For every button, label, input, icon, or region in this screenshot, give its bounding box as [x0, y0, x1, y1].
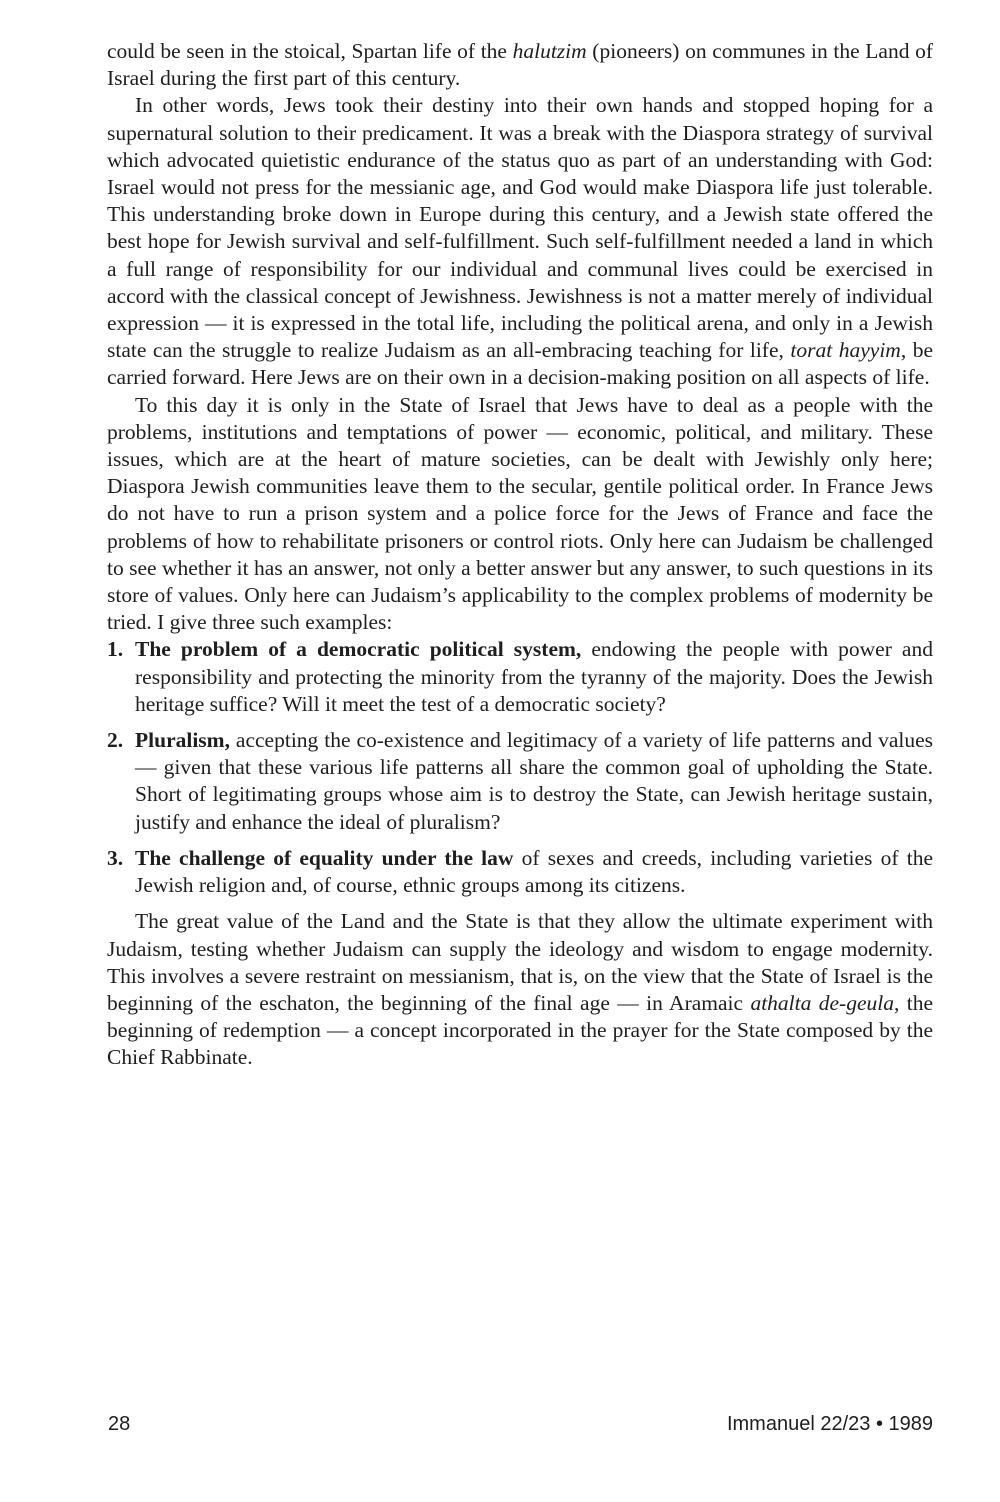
paragraph-text: To this day it is only in the State of Israel that Jews have to deal as a people with the problems, institutions and temptations of power — economic, political, and military. These issues, which are at the heart of mature societies, can be dealt with Jewishly only here; Diaspora Jewish communities leave them to the secular, gentile political order. In France Jews do not have to run a prison system and a police force for the Jews of France and face the problems of how to rehabilitate prisoners or control riots. Only here can Judaism be challenged to see whether it has an answer, not only a better answer but any answer, to such questions in its store of values. Only here can Judaism’s applicability to the complex problems of modernity be tried. I give three such examples:	[107, 392, 933, 635]
list-item-heading: The problem of a democratic political system,	[135, 637, 582, 662]
paragraph-text: , be carried forward. Here Jews are on their own in a decision-making position on all aspects of life.	[107, 338, 934, 390]
paragraph-text: could be seen in the stoical, Spartan life of the	[107, 39, 513, 63]
list-item-heading: Pluralism,	[135, 728, 230, 753]
list-item-heading: The challenge of equality under the law	[135, 845, 514, 870]
list-item-text: accepting the co-existence and legitimacy of a variety of life patterns and values — given that these various life patterns all share the common goal of upholding the State. Short of legitimating groups whose aim is to destroy the State, can Jewish heritage sustain, justify and enhance the ideal of pluralism?	[135, 728, 933, 834]
list-item-text: of sexes and creeds, including varieties of the Jewish religion and, of course, ethnic groups among its citizens.	[135, 845, 933, 898]
paragraph	[107, 92, 933, 391]
hebrew-term: halutzim	[512, 39, 587, 63]
paragraph-text: , the beginning of redemption — a concept incorporated in the prayer for the State composed by the Chief Rabbinate.	[107, 990, 933, 1070]
list-item-text: endowing the people with power and responsibility and protecting the minority from the tyranny of the majority. Does the Jewish heritage suffice? Will it meet the test of a democratic society?	[135, 637, 933, 716]
list-item	[107, 636, 933, 718]
paragraph	[107, 908, 933, 1071]
paragraph-text: In other words, Jews took their destiny into their own hands and stopped hoping for a supernatural solution to their predicament. It was a break with the Diaspora strategy of survival which advocated quietistic endurance of the status quo as part of an understanding with God: Israel would not press for the messianic age, and God would make Diaspora life just tolerable. This understanding broke down in Europe during this century, and a Jewish state offered the best hope for Jewish survival and self-fulfillment. Such self-fulfillment needed a land in which a full range of responsibility for our individual and communal lives could be exercised in accord with the classical concept of Jewishness. Jewishness is not a matter merely of individual expression — it is expressed in the total life, including the political arena, and only in a Jewish state can the struggle to realize Judaism as an all-embracing teaching for life,	[107, 93, 933, 363]
list-item	[107, 727, 933, 836]
paragraph	[107, 392, 933, 637]
list-number: 1.	[107, 637, 124, 662]
paragraph-text: The great value of the Land and the State is that they allow the ultimate experiment with Judaism, testing whether Judaism can supply the ideology and wisdom to engage modernity. This involves a severe restraint on messianism, that is, on the view that the State of Israel is the beginning of the eschaton, the beginning of the final age — in Aramaic	[107, 909, 933, 1015]
aramaic-term: athalta de-geula	[750, 990, 894, 1015]
paragraph	[107, 38, 933, 92]
list-number: 2.	[107, 728, 124, 753]
hebrew-term: torat hayyim	[790, 338, 901, 363]
paragraph-text: (pioneers) on communes in the Land of Israel during the first part of this century.	[107, 39, 933, 91]
page-number: 28	[108, 1413, 131, 1435]
examples-list	[107, 636, 933, 899]
journal-citation: Immanuel 22/23 • 1989	[726, 1413, 933, 1435]
list-item	[107, 845, 933, 899]
list-number: 3.	[107, 845, 124, 870]
article-body	[107, 38, 933, 1072]
